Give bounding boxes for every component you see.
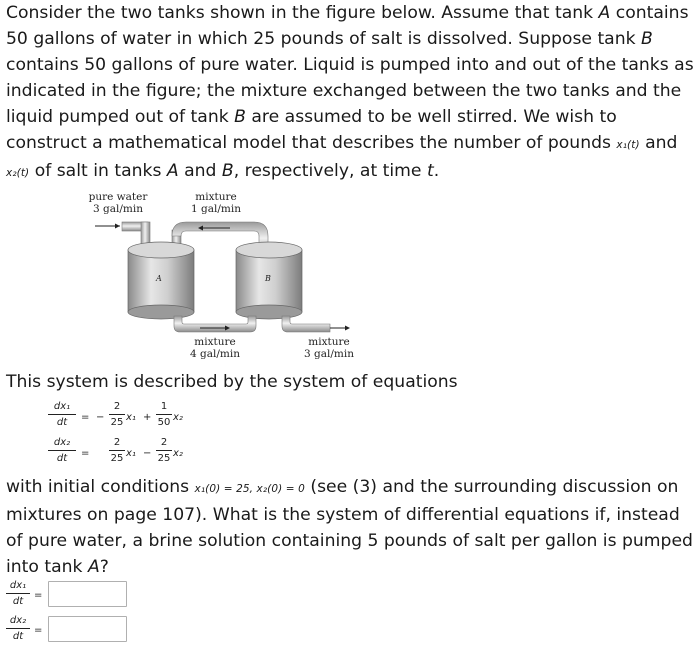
tank-a-ref: A <box>166 161 179 181</box>
lhs2-denominator: dt <box>56 453 68 464</box>
question-segment: ? <box>99 557 109 577</box>
tank-a-ref: A <box>598 3 611 23</box>
minus-sign: − <box>96 412 105 423</box>
coef-numerator: 2 <box>160 437 168 448</box>
coef-denominator: 25 <box>110 453 124 464</box>
question-text <box>6 474 696 580</box>
equals-sign: = <box>34 590 43 601</box>
coef-numerator: 2 <box>113 401 121 412</box>
time-variable: t <box>426 161 434 181</box>
answer-input-dx1[interactable] <box>48 581 127 607</box>
answer-lhs2-numerator: dx₂ <box>9 615 27 626</box>
answer-section <box>6 580 146 646</box>
answer-lhs2-denominator: dt <box>12 631 24 642</box>
coef-fraction <box>109 401 125 428</box>
lhs2-numerator: dx₂ <box>53 437 71 448</box>
outlet-pipe <box>282 316 350 332</box>
var-x1: x₁ <box>126 412 136 423</box>
lhs-fraction-2 <box>48 437 76 464</box>
pure-water-rate: 3 gal/min <box>93 203 143 215</box>
equals-sign: = <box>81 448 90 459</box>
bottom-mixture-rate: 4 gal/min <box>190 348 240 360</box>
bottom-mixture-text: mixture <box>194 336 236 348</box>
tank-a-label: A <box>156 274 162 283</box>
coef-denominator: 25 <box>110 417 124 428</box>
answer-lhs-2 <box>6 615 30 642</box>
outlet-mixture-text: mixture <box>308 336 350 348</box>
tank-b-ref: B <box>641 29 653 49</box>
coef-denominator: 25 <box>157 453 171 464</box>
lhs1-numerator: dx₁ <box>53 401 71 412</box>
outlet-mixture-rate: 3 gal/min <box>304 348 354 360</box>
bottom-connecting-pipe <box>174 316 256 332</box>
tank-figure <box>90 188 360 363</box>
pure-water-label <box>82 191 154 215</box>
answer-input-dx2[interactable] <box>48 616 127 642</box>
intro-text: and <box>639 133 678 153</box>
tank-a-ref: A <box>87 557 100 577</box>
intro-text: , respectively, at time <box>233 161 427 181</box>
minus-sign: − <box>143 448 152 459</box>
bottom-mixture-label <box>179 336 251 360</box>
coef-fraction <box>156 401 172 428</box>
intro-text: are assumed to be well stirred. We wish to construct a mathematical model that describes the number of pounds <box>6 107 617 153</box>
outlet-mixture-label <box>293 336 365 360</box>
top-mixture-text: mixture <box>195 191 237 203</box>
coef-denominator: 50 <box>157 417 171 428</box>
given-equations <box>48 401 228 471</box>
problem-intro <box>6 0 696 186</box>
x1t-symbol: x₁(t) <box>616 139 640 151</box>
x2t-symbol: x₂(t) <box>6 167 30 179</box>
var-x2: x₂ <box>173 448 183 459</box>
var-x2: x₂ <box>173 412 183 423</box>
top-mixture-label <box>181 191 251 215</box>
lhs-fraction-1 <box>48 401 76 428</box>
var-x1: x₁ <box>126 448 136 459</box>
tank-b-label: B <box>265 274 271 283</box>
answer-lhs-1 <box>6 580 30 607</box>
lhs1-denominator: dt <box>56 417 68 428</box>
equals-sign: = <box>34 625 43 636</box>
tank-b-ref: B <box>234 107 246 127</box>
question-segment: with initial conditions <box>6 477 195 497</box>
intro-text: Consider the two tanks shown in the figure below. Assume that tank <box>6 3 599 23</box>
initial-conditions: x₁(0) = 25, x₂(0) = 0 <box>194 483 305 495</box>
intro-text: of salt in tanks <box>29 161 167 181</box>
intro-text: contains 50 gallons of pure water. Liquid is pumped into and out of the tanks as indicated in the figure; the mixture exchanged between the two tanks and the liquid pumped out of tank <box>6 55 694 127</box>
plus-sign: + <box>143 412 152 423</box>
top-mixture-rate: 1 gal/min <box>191 203 241 215</box>
intro-text: . <box>433 161 440 181</box>
coef-numerator: 2 <box>113 437 121 448</box>
answer-lhs1-numerator: dx₁ <box>9 580 27 591</box>
intro-text: and <box>178 161 222 181</box>
equals-sign: = <box>81 412 90 423</box>
pure-water-text: pure water <box>88 191 148 203</box>
coef-numerator: 1 <box>160 401 168 412</box>
system-description: This system is described by the system of equations <box>6 372 458 392</box>
coef-fraction <box>109 437 125 464</box>
tank-b-ref: B <box>221 161 234 181</box>
question-segment: (see (3) and the surrounding discussion on mixtures on page 107). What is the system of differential equations if, instead of pure water, a brine solution containing 5 pounds of salt per gallon is pumped into tank <box>6 477 693 577</box>
answer-lhs1-denominator: dt <box>12 596 24 607</box>
coef-fraction <box>156 437 172 464</box>
intro-text: contains 50 gallons of water in which 25 pounds of salt is dissolved. Suppose tank <box>6 3 689 49</box>
